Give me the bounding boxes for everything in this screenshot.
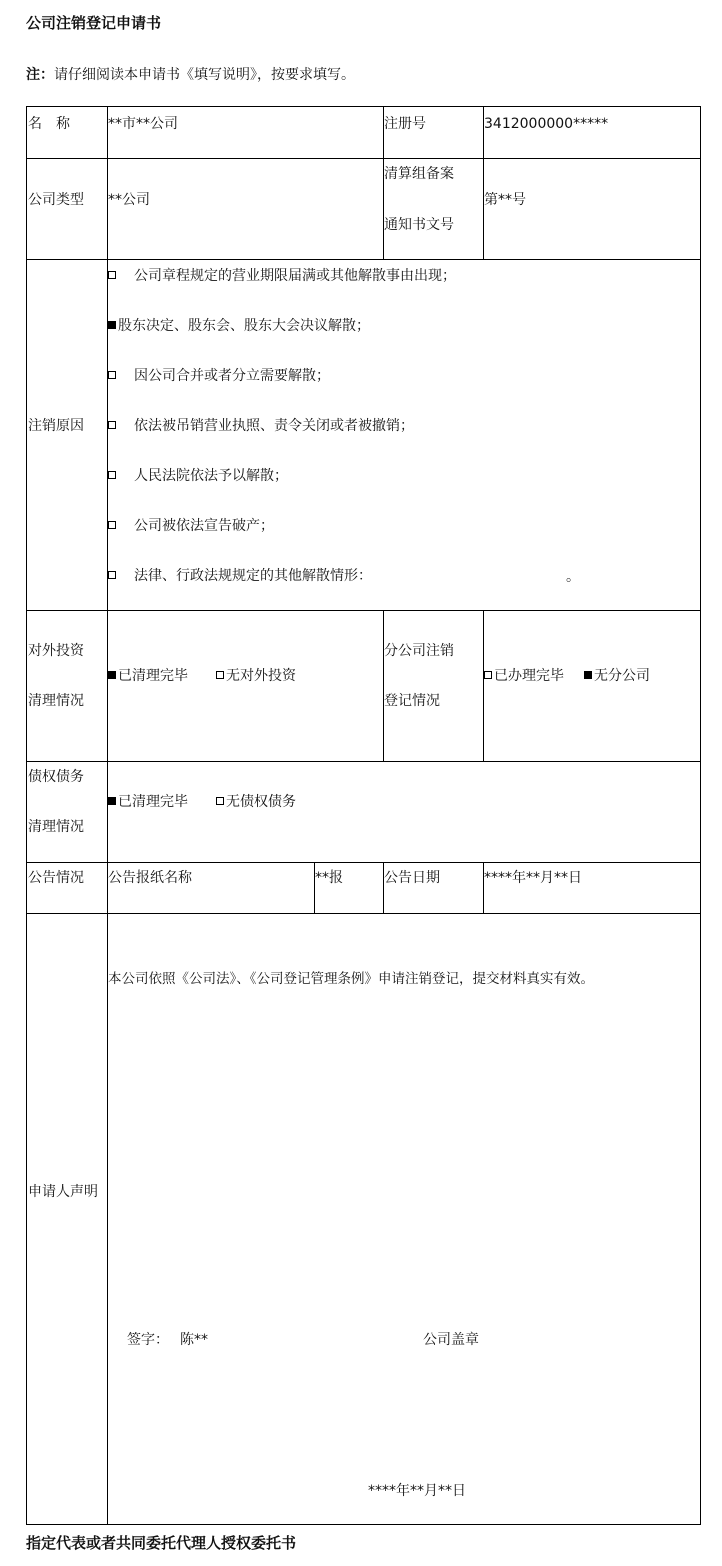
company-seal-label: 公司盖章 [423,1332,479,1348]
option-label: 无分公司 [594,668,650,684]
option-label: 已清理完毕 [118,668,188,684]
checkbox-icon [108,471,116,479]
company-type-value: **公司 [108,192,150,208]
note-label: 注： [26,67,54,83]
checkbox-icon [484,671,492,679]
declaration-statement: 本公司依照《公司法》、《公司登记管理条例》申请注销登记，提交材料真实有效。 [108,971,594,987]
checkbox-icon [108,321,116,329]
reason-option[interactable] [108,316,370,336]
notice-number-value: 第**号 [484,192,526,208]
authorization-title: 指定代表或者共同委托代理人授权委托书 [26,1534,297,1552]
reason-option-label: 依法被吊销营业执照、责令关闭或者被撤销； [134,418,414,434]
branch-label-1: 分公司注销 [384,643,454,659]
checkbox-icon [108,521,116,529]
reason-option-label: 公司章程规定的营业期限届满或其他解散事由出现； [134,268,456,284]
checkbox-icon [108,371,116,379]
notice-date-value: ****年**月**日 [484,870,582,886]
checkbox-icon [108,571,116,579]
company-name-value: **市**公司 [108,116,178,132]
checkbox-icon [108,271,116,279]
debt-label-1: 债权债务 [28,769,84,785]
reason-option-label: 人民法院依法予以解散； [134,468,288,484]
notice-number-label-1: 清算组备案 [384,166,454,182]
reason-other-end: 。 [566,569,580,585]
reason-option-label: 因公司合并或者分立需要解散； [134,368,330,384]
signature-value: 陈** [180,1332,208,1348]
note-text: 请仔细阅读本申请书《填写说明》，按要求填写。 [54,67,355,83]
declaration-label: 申请人声明 [28,1184,98,1200]
reg-number-value: 3412000000***** [484,116,609,132]
checkbox-icon [216,797,224,805]
option-label: 已清理完毕 [118,794,188,810]
name-label: 名 称 [28,116,70,132]
investment-option-cleared[interactable] [108,666,188,686]
reason-option-label: 公司被依法宣告破产； [134,518,274,534]
notice-date-label: 公告日期 [384,870,440,886]
checkbox-icon [108,421,116,429]
reason-option[interactable] [108,366,330,386]
investment-option-none[interactable] [216,666,296,686]
debt-option-cleared[interactable] [108,792,188,812]
reason-option[interactable] [108,266,456,286]
branch-option-none[interactable] [584,666,650,686]
checkbox-icon [584,671,592,679]
option-label: 无债权债务 [226,794,296,810]
company-type-label: 公司类型 [28,192,84,208]
notice-number-label-2: 通知书文号 [384,217,454,233]
reason-option[interactable] [108,466,288,486]
debt-label-2: 清理情况 [28,819,84,835]
newspaper-label: 公告报纸名称 [108,870,192,886]
reg-number-label: 注册号 [384,116,426,132]
reason-option-label: 股东决定、股东会、股东大会决议解散； [118,318,370,334]
checkbox-icon [108,671,116,679]
reason-option[interactable] [108,566,372,586]
investment-label-1: 对外投资 [28,643,84,659]
checkbox-icon [216,671,224,679]
reason-option-label: 法律、行政法规规定的其他解散情形： [134,568,372,584]
branch-label-2: 登记情况 [384,693,440,709]
investment-label-2: 清理情况 [28,693,84,709]
option-label: 无对外投资 [226,668,296,684]
checkbox-icon [108,797,116,805]
document-title: 公司注销登记申请书 [26,14,162,32]
dissolution-reason-label: 注销原因 [28,418,84,434]
branch-option-done[interactable] [484,666,564,686]
reason-option[interactable] [108,416,414,436]
notice-label: 公告情况 [28,870,84,886]
newspaper-value: **报 [315,870,343,886]
declaration-date: ****年**月**日 [368,1483,466,1499]
reason-option[interactable] [108,516,274,536]
option-label: 已办理完毕 [494,668,564,684]
debt-option-none[interactable] [216,792,296,812]
signature-label: 签字： [127,1332,169,1348]
